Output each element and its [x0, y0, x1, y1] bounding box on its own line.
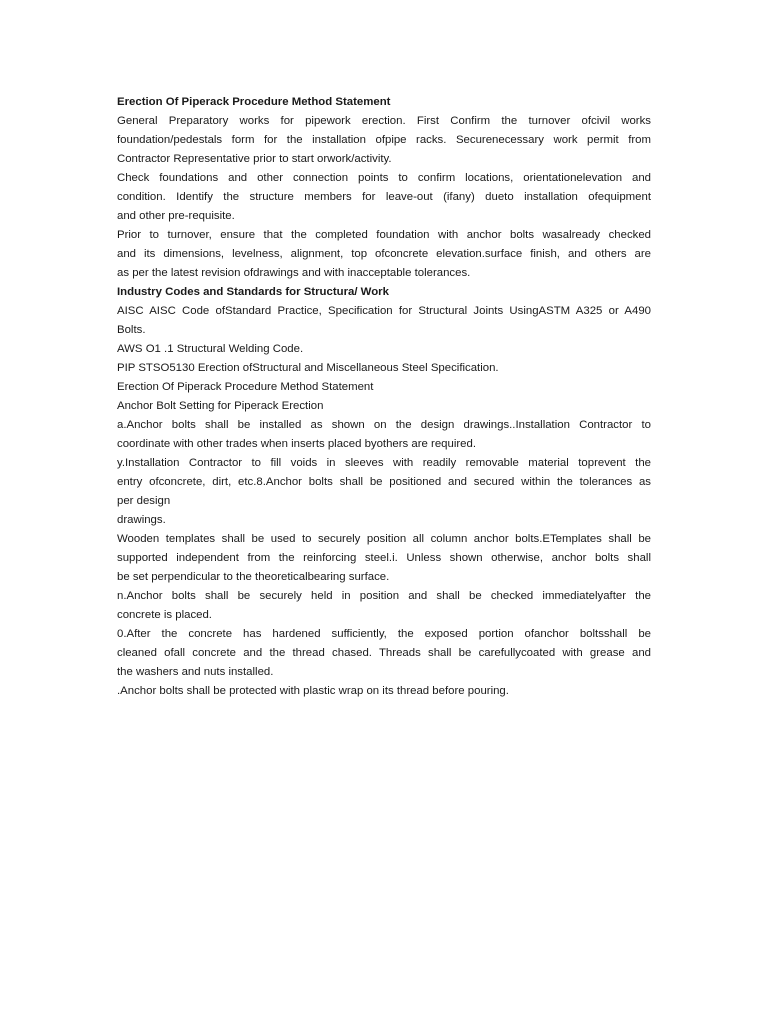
text-line: Prior to turnover, ensure that the completed foundation with anchor bolts wasalready checked — [117, 229, 651, 241]
section-heading: Erection Of Piperack Procedure Method Statement — [117, 96, 391, 108]
text-line: y.Installation Contractor to fill voids in sleeves with readily removable material toprevent the — [117, 457, 651, 469]
text-line: Bolts. — [117, 324, 146, 336]
text-line: Check foundations and other connection points to confirm locations, orientationelevation and — [117, 172, 651, 184]
text-line: be set perpendicular to the theoreticalbearing surface. — [117, 571, 390, 583]
text-line: condition. Identify the structure members for leave-out (ifany) dueto installation ofequipment — [117, 191, 651, 203]
section-heading: Industry Codes and Standards for Structura/ Work — [117, 286, 389, 298]
text-line: drawings. — [117, 514, 166, 526]
text-line: concrete is placed. — [117, 609, 212, 621]
text-line: and other pre-requisite. — [117, 210, 235, 222]
text-line: coordinate with other trades when inserts placed byothers are required. — [117, 438, 477, 450]
text-line: 0.After the concrete has hardened sufficiently, the exposed portion ofanchor boltsshall be — [117, 628, 651, 640]
text-line: AISC AISC Code ofStandard Practice, Specification for Structural Joints UsingASTM A325 or A490 — [117, 305, 651, 317]
text-line: and its dimensions, levelness, alignment, top ofconcrete elevation.surface finish, and others are — [117, 248, 651, 260]
text-line: entry ofconcrete, dirt, etc.8.Anchor bolts shall be positioned and secured within the tolerances as — [117, 476, 651, 488]
text-line: AWS O1 .1 Structural Welding Code. — [117, 343, 304, 355]
text-line: foundation/pedestals form for the installation ofpipe racks. Securenecessary work permit from — [117, 134, 651, 146]
text-line: PIP STSO5130 Erection ofStructural and Miscellaneous Steel Specification. — [117, 362, 499, 374]
document-page — [117, 93, 651, 701]
text-line: .Anchor bolts shall be protected with plastic wrap on its thread before pouring. — [117, 685, 509, 697]
text-line: Contractor Representative prior to start orwork/activity. — [117, 153, 392, 165]
text-line: n.Anchor bolts shall be securely held in position and shall be checked immediatelyafter the — [117, 590, 651, 602]
text-line: per design — [117, 495, 171, 507]
text-line: General Preparatory works for pipework erection. First Confirm the turnover ofcivil works — [117, 115, 651, 127]
text-line: a.Anchor bolts shall be installed as shown on the design drawings..Installation Contractor to — [117, 419, 651, 431]
document-body — [117, 93, 651, 701]
text-line: Erection Of Piperack Procedure Method Statement — [117, 381, 374, 393]
text-line: cleaned ofall concrete and the thread chased. Threads shall be carefullycoated with grease and — [117, 647, 651, 659]
text-line: as per the latest revision ofdrawings and with inacceptable tolerances. — [117, 267, 471, 279]
text-line: the washers and nuts installed. — [117, 666, 274, 678]
text-line: supported independent from the reinforcing steel.i. Unless shown otherwise, anchor bolts shall — [117, 552, 651, 564]
text-line: Anchor Bolt Setting for Piperack Erection — [117, 400, 324, 412]
text-line: Wooden templates shall be used to securely position all column anchor bolts.ETemplates shall be — [117, 533, 651, 545]
